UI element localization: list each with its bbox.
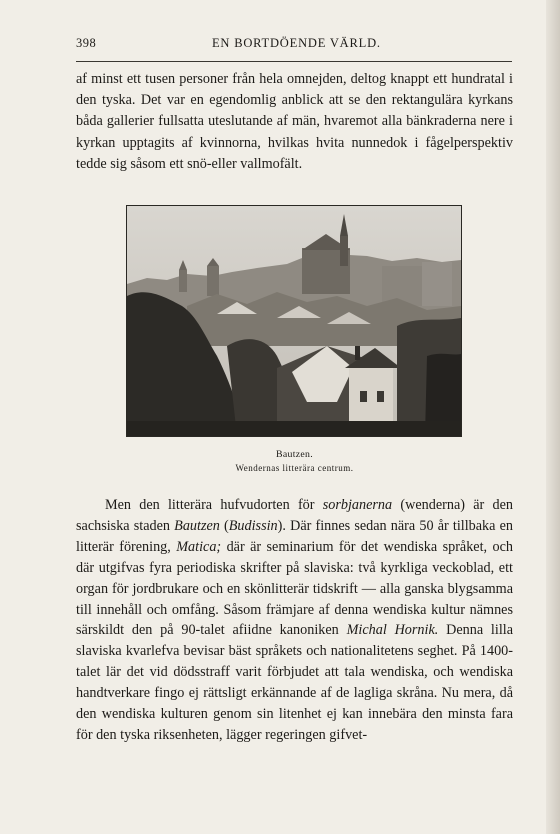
text-run: (wenderna) är den sachsiska staden (76, 497, 513, 534)
term-michal-hornik: Michal Hornik. (346, 622, 439, 639)
townscape-illustration (127, 206, 461, 436)
page-edge-shadow (546, 0, 560, 834)
page-number: 398 (76, 36, 97, 50)
paragraph-top: af minst ett tusen personer från hela omnejden, deltog knappt ett hundratal i den tyska. Det var en egendomlig anblick att se den rektangulära kyrkans båda gallerier fullsatta uteslutande af män, hvaremot alla bänkraderna nere i kyrkan upptagits af kvinnorna, hvilkas hvita nunnedok i fågelperspektiv tedde sig såsom ett snö-eller vallmofält. (76, 71, 513, 172)
term-matica: Matica; (176, 538, 222, 555)
term-sorbjanerna: sorbjanerna (322, 497, 393, 513)
photo-bautzen-townscape (126, 205, 462, 437)
page-header (76, 36, 512, 52)
text-run: Denna lilla slaviska kvarlefva bevisar bäst språkets och nationalitetens seghet. På 1400-talet lär det vid dödsstraff varit förbjudet att tala wendiska, och wendiska handtverkare fingo ej rättsligt erkännande af de lagliga skråna. Nu mera, då den wendiska kulturen genom sin litenhet ej kan innebära den minsta fara för den tyska riksenheten, lägger regeringen gifvet- (76, 622, 514, 743)
term-budissin: Budissin (228, 517, 278, 534)
paragraph-main (76, 495, 513, 746)
running-title: EN BORTDÖENDE VÄRLD. (212, 36, 381, 50)
text-run: Men den litterära hufvudorten för (105, 497, 323, 513)
text-run: ( (219, 517, 229, 534)
header-rule (76, 61, 512, 62)
text-run: där är seminarium för det wendiska språket, och där utgifvas fyra periodiska skrifter på slaviska: två kyrkliga veckoblad, ett organ för jordbrukare och en skönlitterär tidskrift — alla ganska blygsamma till innehåll och omfång. Såsom främjare af denna wendiska kultur nämnes särskildt den på 90-talet afiidne kanoniken (76, 538, 513, 639)
text-run: ). Där finnes sedan nära 50 år tillbaka en litterär förening, (76, 517, 513, 555)
figure-caption: Bautzen. (276, 449, 313, 460)
term-bautzen: Bautzen (174, 517, 220, 534)
figure-subcaption: Wendernas litterära centrum. (235, 463, 354, 473)
